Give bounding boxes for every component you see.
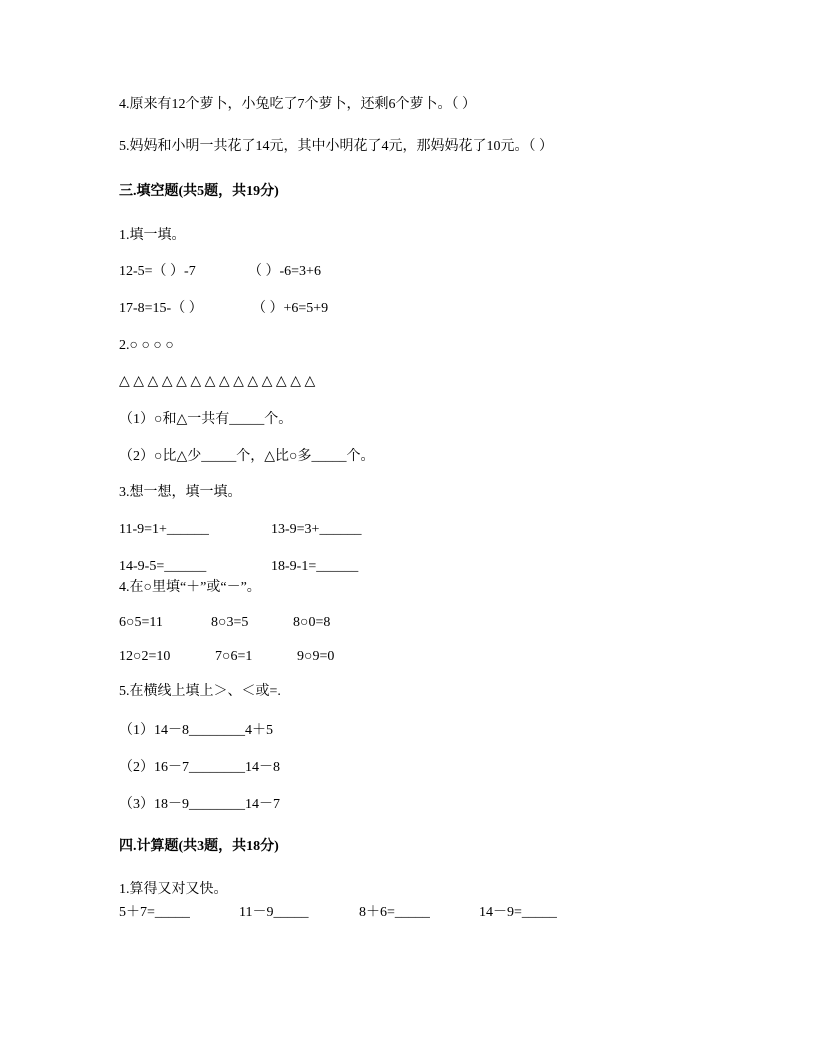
fill-q4-title: 4.在○里填“＋”或“－”。 [119, 580, 261, 595]
fill-q5-sub2: （2）16－7________14－8 [119, 760, 280, 775]
fill-q2-sub2: （2）○比△少_____个，△比○多_____个。 [119, 449, 375, 464]
section4-heading: 四.计算题(共3题，共18分) [119, 839, 279, 854]
fill-q4-r1c3: 8○0=8 [293, 615, 331, 630]
fill-q1-r1c1: 12-5=（ ）-7 [119, 264, 196, 279]
calc-q1-c2: 11－9_____ [239, 905, 309, 920]
fill-q5-sub3: （3）18－9________14－7 [119, 797, 280, 812]
fill-q3-title: 3.想一想，填一填。 [119, 485, 242, 500]
fill-q2-sub1: （1）○和△一共有_____个。 [119, 412, 293, 427]
fill-q4-r1c2: 8○3=5 [211, 615, 249, 630]
fill-q4-r1c1: 6○5=11 [119, 615, 163, 630]
fill-q3-r1c1: 11-9=1+______ [119, 522, 209, 537]
fill-q4-r2c1: 12○2=10 [119, 649, 171, 664]
judge-q5: 5.妈妈和小明一共花了14元，其中小明花了4元，那妈妈花了10元。（ ） [119, 139, 553, 154]
fill-q1-title: 1.填一填。 [119, 228, 186, 243]
fill-q3-r2c2: 18-9-1=______ [271, 559, 359, 574]
calc-q1-c3: 8＋6=_____ [359, 905, 430, 920]
judge-q4: 4.原来有12个萝卜，小兔吃了7个萝卜，还剩6个萝卜。（ ） [119, 97, 476, 112]
fill-q1-r2c1: 17-8=15-（ ） [119, 301, 203, 316]
calc-q1-c4: 14－9=_____ [479, 905, 557, 920]
calc-q1-c1: 5＋7=_____ [119, 905, 190, 920]
fill-q4-r2c3: 9○9=0 [297, 649, 335, 664]
calc-q1-title: 1.算得又对又快。 [119, 882, 228, 897]
fill-q5-sub1: （1）14－8________4＋5 [119, 723, 273, 738]
fill-q3-r2c1: 14-9-5=______ [119, 559, 207, 574]
fill-q2-circles: 2.○ ○ ○ ○ [119, 338, 174, 353]
fill-q5-title: 5.在横线上填上＞、＜或=. [119, 684, 281, 699]
section3-heading: 三.填空题(共5题，共19分) [119, 184, 279, 199]
fill-q2-triangles: △ △ △ △ △ △ △ △ △ △ △ △ △ △ [119, 374, 316, 389]
fill-q1-r1c2: （ ）-6=3+6 [248, 264, 321, 279]
fill-q4-r2c2: 7○6=1 [215, 649, 253, 664]
fill-q1-r2c2: （ ）+6=5+9 [252, 301, 329, 316]
fill-q3-r1c2: 13-9=3+______ [271, 522, 362, 537]
